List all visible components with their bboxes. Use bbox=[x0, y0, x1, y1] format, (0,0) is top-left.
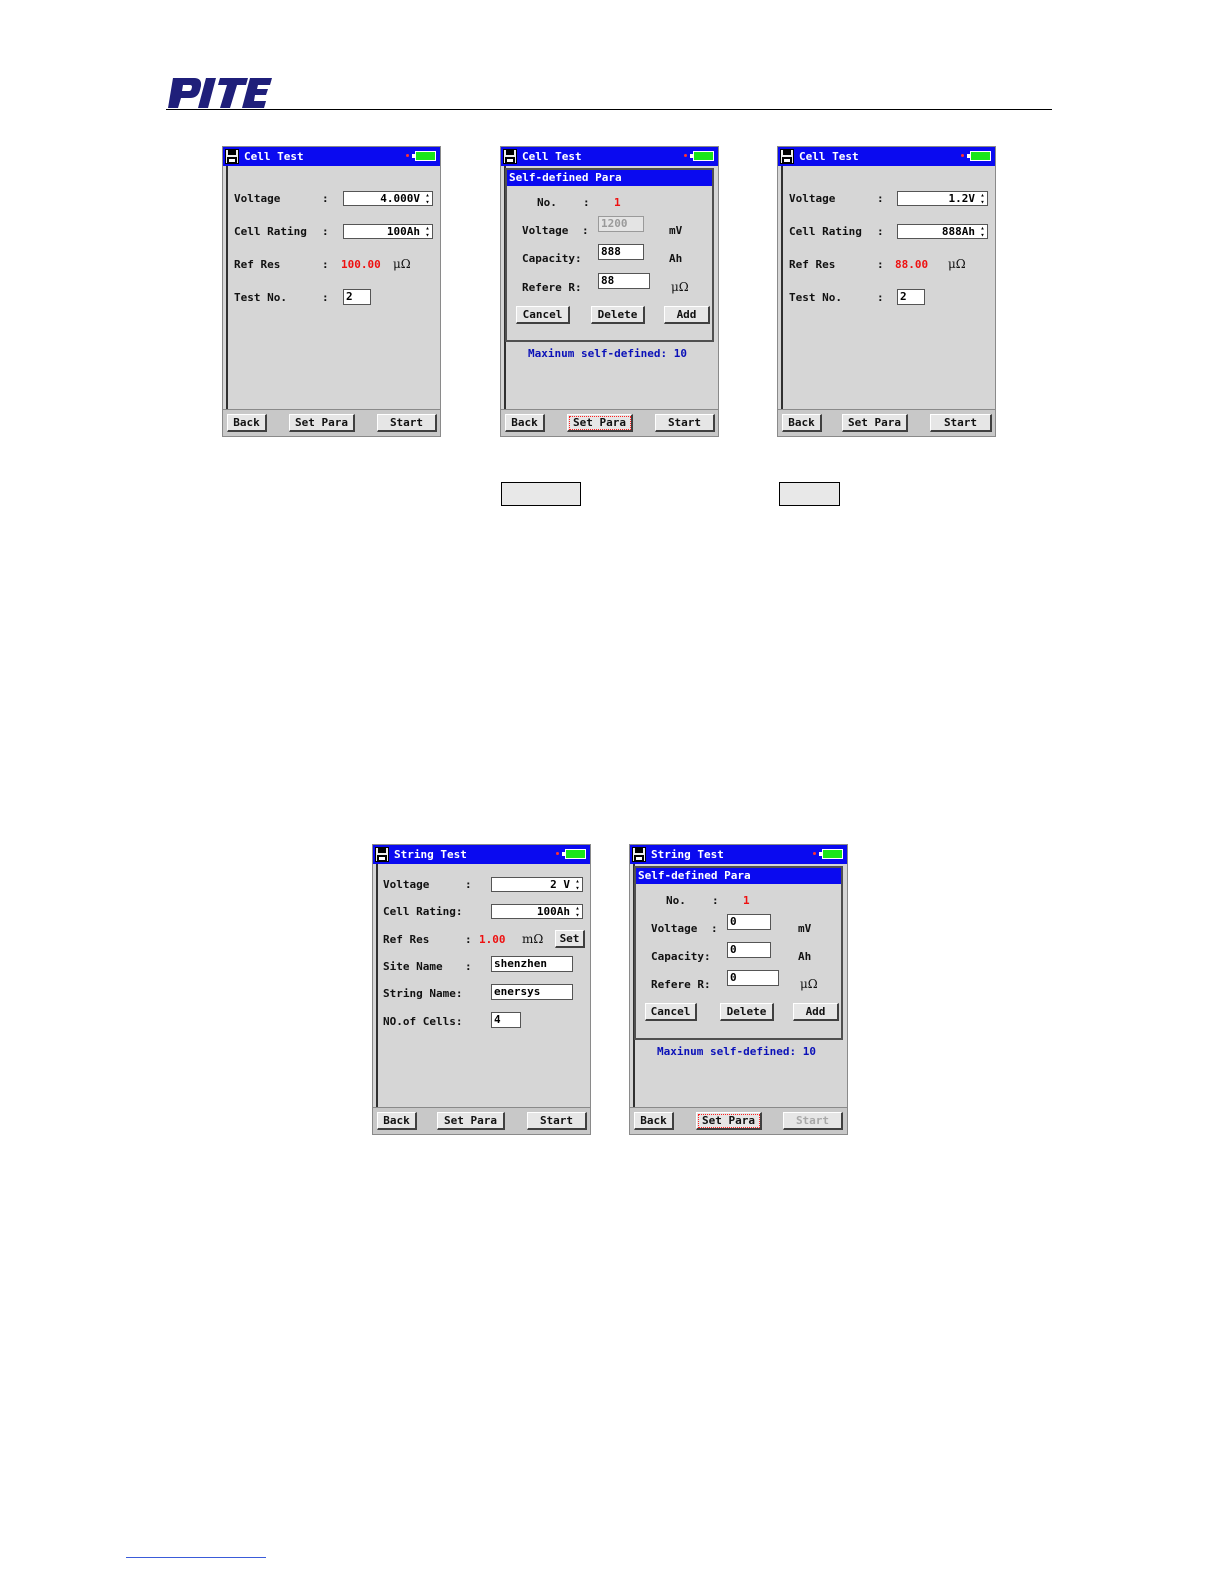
site-name-label: Site Name bbox=[383, 960, 443, 973]
test-no-colon: : bbox=[322, 291, 329, 304]
capacity-label: Capacity: bbox=[651, 950, 711, 963]
voltage-label: Voltage bbox=[383, 878, 430, 891]
spin-up-icon[interactable]: ▴ bbox=[980, 191, 985, 199]
floppy-disk-icon bbox=[375, 847, 389, 862]
test-no-label: Test No. bbox=[234, 291, 287, 304]
site-name-input[interactable]: shenzhen bbox=[491, 956, 573, 972]
voltage-colon: : bbox=[465, 878, 472, 891]
voltage-value: 2 V bbox=[550, 878, 570, 891]
voltage-label: Voltage bbox=[789, 192, 836, 205]
ref-res-colon: : bbox=[877, 258, 884, 271]
caption-placeholder-box bbox=[779, 482, 840, 506]
cell-rating-label: Cell Rating bbox=[789, 225, 862, 238]
cell-rating-value: 100Ah bbox=[536, 905, 570, 918]
cancel-button[interactable]: Cancel bbox=[516, 306, 570, 324]
caption-placeholder-box bbox=[501, 482, 581, 506]
voltage-input: 1200 bbox=[598, 216, 644, 232]
back-button[interactable]: Back bbox=[377, 1112, 417, 1130]
no-label: No. bbox=[537, 196, 557, 209]
window-title: String Test bbox=[651, 848, 724, 861]
status-dot bbox=[961, 154, 964, 157]
window-title: Cell Test bbox=[799, 150, 859, 163]
set-para-button[interactable]: Set Para bbox=[567, 414, 633, 432]
titlebar bbox=[630, 845, 847, 864]
spin-down-icon[interactable]: ▾ bbox=[575, 884, 580, 892]
ref-res-value: 1.00 bbox=[479, 933, 506, 946]
test-no-label: Test No. bbox=[789, 291, 842, 304]
no-value: 1 bbox=[614, 196, 621, 209]
voltage-input[interactable]: 0 bbox=[727, 914, 771, 930]
capacity-unit: Ah bbox=[798, 950, 812, 963]
voltage-spinner[interactable] bbox=[897, 191, 988, 206]
self-defined-dialog bbox=[634, 866, 843, 1040]
test-no-input[interactable]: 2 bbox=[897, 289, 925, 305]
cell-test-screen-1 bbox=[222, 146, 441, 437]
ref-res-label: Ref Res bbox=[383, 933, 430, 946]
spin-up-icon[interactable]: ▴ bbox=[425, 191, 430, 199]
ref-res-label: Ref Res bbox=[234, 258, 281, 271]
button-bar bbox=[373, 1107, 590, 1134]
voltage-label: Voltage bbox=[522, 224, 569, 237]
max-self-defined-note: Maxinum self-defined: 10 bbox=[657, 1045, 816, 1058]
voltage-colon: : bbox=[582, 224, 589, 237]
voltage-unit: mV bbox=[798, 922, 812, 935]
delete-button[interactable]: Delete bbox=[720, 1003, 774, 1021]
status-dot bbox=[406, 154, 409, 157]
voltage-spinner[interactable] bbox=[491, 877, 583, 892]
button-bar bbox=[223, 409, 440, 436]
cell-test-screen-2 bbox=[500, 146, 719, 437]
no-colon: : bbox=[712, 894, 719, 907]
string-name-label: String Name: bbox=[383, 987, 463, 1000]
ref-res-colon: : bbox=[322, 258, 329, 271]
spin-up-icon[interactable]: ▴ bbox=[575, 904, 580, 912]
num-cells-label: NO.of Cells: bbox=[383, 1015, 463, 1028]
self-defined-dialog bbox=[505, 168, 714, 342]
cancel-button[interactable]: Cancel bbox=[645, 1003, 697, 1021]
start-button[interactable]: Start bbox=[655, 414, 715, 432]
capacity-label: Capacity: bbox=[522, 252, 582, 265]
string-test-screen-1 bbox=[372, 844, 591, 1135]
window-title: String Test bbox=[394, 848, 467, 861]
ref-res-unit: μΩ bbox=[948, 257, 966, 271]
cell-test-screen-3 bbox=[777, 146, 996, 437]
no-label: No. bbox=[666, 894, 686, 907]
string-test-screen-2 bbox=[629, 844, 848, 1135]
refere-r-input[interactable]: 0 bbox=[727, 970, 779, 986]
set-para-button[interactable]: Set Para bbox=[696, 1112, 762, 1130]
floppy-disk-icon bbox=[503, 149, 517, 164]
set-para-button[interactable]: Set Para bbox=[289, 414, 355, 432]
battery-icon bbox=[693, 151, 714, 161]
capacity-input[interactable]: 888 bbox=[598, 244, 644, 260]
voltage-spinner[interactable] bbox=[343, 191, 433, 206]
num-cells-input[interactable]: 4 bbox=[491, 1012, 521, 1028]
voltage-label: Voltage bbox=[651, 922, 698, 935]
refere-r-label: Refere R: bbox=[522, 281, 582, 294]
cell-rating-spinner[interactable] bbox=[491, 904, 583, 919]
ref-res-value: 88.00 bbox=[895, 258, 929, 271]
site-name-colon: : bbox=[465, 960, 472, 973]
titlebar bbox=[501, 147, 718, 166]
titlebar bbox=[778, 147, 995, 166]
no-value: 1 bbox=[743, 894, 750, 907]
voltage-colon: : bbox=[322, 192, 329, 205]
spin-up-icon[interactable]: ▴ bbox=[425, 224, 430, 232]
button-bar bbox=[630, 1107, 847, 1134]
test-no-input[interactable]: 2 bbox=[343, 289, 371, 305]
test-no-colon: : bbox=[877, 291, 884, 304]
cell-rating-label: Cell Rating bbox=[234, 225, 307, 238]
dialog-title: Self-defined Para bbox=[636, 868, 841, 884]
spin-down-icon[interactable]: ▾ bbox=[425, 198, 430, 206]
status-dot bbox=[556, 852, 559, 855]
spin-down-icon[interactable]: ▾ bbox=[425, 231, 430, 239]
spin-down-icon[interactable]: ▾ bbox=[980, 198, 985, 206]
ref-res-colon: : bbox=[465, 933, 472, 946]
capacity-input[interactable]: 0 bbox=[727, 942, 771, 958]
button-bar bbox=[778, 409, 995, 436]
start-button[interactable]: Start bbox=[527, 1112, 587, 1130]
spin-up-icon[interactable]: ▴ bbox=[980, 224, 985, 232]
spin-up-icon[interactable]: ▴ bbox=[575, 877, 580, 885]
refere-r-label: Refere R: bbox=[651, 978, 711, 991]
voltage-colon: : bbox=[877, 192, 884, 205]
floppy-disk-icon bbox=[632, 847, 646, 862]
floppy-disk-icon bbox=[225, 149, 239, 164]
delete-button[interactable]: Delete bbox=[591, 306, 645, 324]
floppy-disk-icon bbox=[780, 149, 794, 164]
no-colon: : bbox=[583, 196, 590, 209]
back-button[interactable]: Back bbox=[782, 414, 822, 432]
voltage-label: Voltage bbox=[234, 192, 281, 205]
status-dot bbox=[813, 852, 816, 855]
ref-res-value: 100.00 bbox=[341, 258, 381, 271]
back-button[interactable]: Back bbox=[505, 414, 545, 432]
titlebar bbox=[223, 147, 440, 166]
start-button: Start bbox=[783, 1112, 843, 1130]
capacity-unit: Ah bbox=[669, 252, 683, 265]
footer-link-underline bbox=[126, 1557, 266, 1558]
status-dot bbox=[684, 154, 687, 157]
titlebar bbox=[373, 845, 590, 864]
spin-down-icon[interactable]: ▾ bbox=[980, 231, 985, 239]
string-name-input[interactable]: enersys bbox=[491, 984, 573, 1000]
window-title: Cell Test bbox=[244, 150, 304, 163]
refere-r-unit: μΩ bbox=[671, 280, 689, 294]
dialog-title: Self-defined Para bbox=[507, 170, 712, 186]
max-self-defined-note: Maxinum self-defined: 10 bbox=[528, 347, 687, 360]
ref-res-unit: mΩ bbox=[522, 932, 544, 946]
header-rule bbox=[166, 109, 1052, 110]
voltage-colon: : bbox=[711, 922, 718, 935]
ref-res-unit: μΩ bbox=[393, 257, 411, 271]
refere-r-unit: μΩ bbox=[800, 977, 818, 991]
back-button[interactable]: Back bbox=[227, 414, 267, 432]
pite-logo bbox=[168, 76, 272, 110]
cell-rating-colon: : bbox=[322, 225, 329, 238]
voltage-value: 4.000V bbox=[380, 192, 420, 205]
add-button[interactable]: Add bbox=[664, 306, 710, 324]
set-para-button[interactable]: Set Para bbox=[437, 1112, 505, 1130]
voltage-unit: mV bbox=[669, 224, 683, 237]
start-button[interactable]: Start bbox=[930, 414, 992, 432]
cell-rating-value: 100Ah bbox=[386, 225, 420, 238]
battery-icon bbox=[822, 849, 843, 859]
refere-r-input[interactable]: 88 bbox=[598, 273, 650, 289]
battery-icon bbox=[970, 151, 991, 161]
window-title: Cell Test bbox=[522, 150, 582, 163]
spin-down-icon[interactable]: ▾ bbox=[575, 911, 580, 919]
set-para-button[interactable]: Set Para bbox=[842, 414, 908, 432]
cell-rating-spinner[interactable] bbox=[343, 224, 433, 239]
cell-rating-value: 888Ah bbox=[941, 225, 975, 238]
ref-res-label: Ref Res bbox=[789, 258, 836, 271]
add-button[interactable]: Add bbox=[793, 1003, 839, 1021]
battery-icon bbox=[415, 151, 436, 161]
cell-rating-label: Cell Rating: bbox=[383, 905, 463, 918]
battery-icon bbox=[565, 849, 586, 859]
cell-rating-spinner[interactable] bbox=[897, 224, 988, 239]
voltage-value: 1.2V bbox=[948, 192, 975, 205]
back-button[interactable]: Back bbox=[634, 1112, 674, 1130]
set-ref-res-button[interactable]: Set bbox=[555, 930, 585, 948]
cell-rating-colon: : bbox=[877, 225, 884, 238]
start-button[interactable]: Start bbox=[377, 414, 437, 432]
button-bar bbox=[501, 409, 718, 436]
